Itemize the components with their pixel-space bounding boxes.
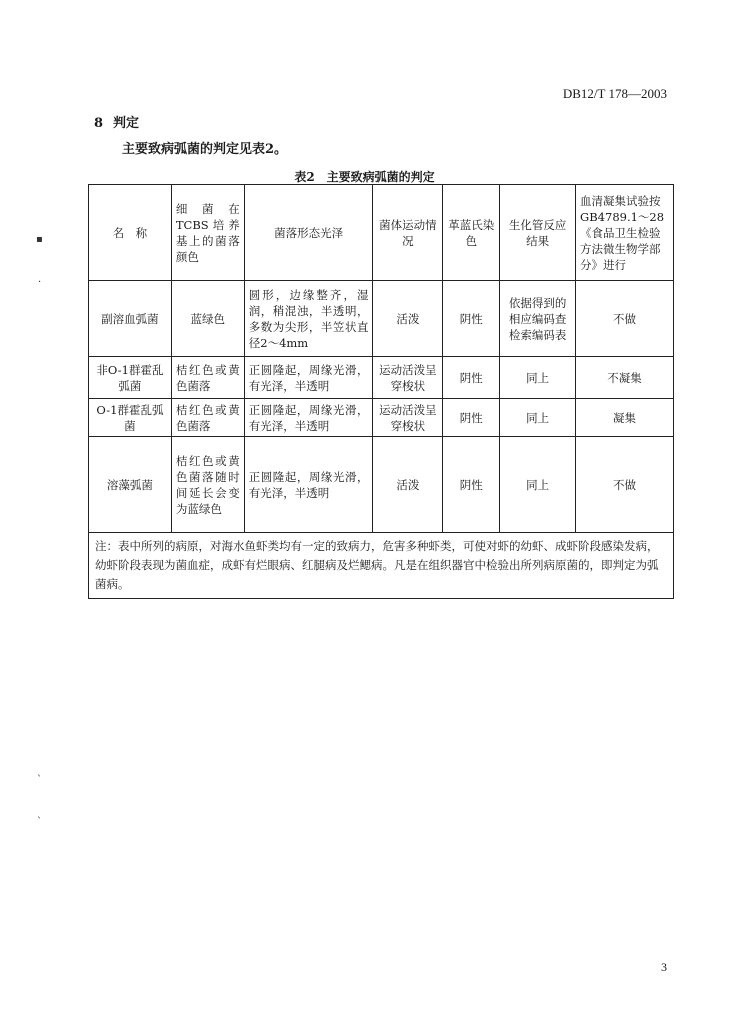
header-biochemical: 生化管反应结果 xyxy=(500,185,576,281)
cell-gram-stain: 阴性 xyxy=(443,437,500,533)
header-serum-agglutination: 血清凝集试验按GB4789.1～28《食品卫生检验方法微生物学部分》进行 xyxy=(576,185,674,281)
header-colony-color: 细菌在TCBS培养基上的菌落颜色 xyxy=(171,185,244,281)
cell-motility: 运动活泼呈穿梭状 xyxy=(373,357,443,399)
cell-serum-agglutination: 不做 xyxy=(576,281,674,357)
cell-gram-stain: 阴性 xyxy=(443,399,500,437)
cell-biochemical: 同上 xyxy=(500,399,576,437)
table-row xyxy=(89,357,674,399)
cell-name: 溶藻弧菌 xyxy=(89,437,172,533)
table-header-row xyxy=(89,185,674,281)
section-title: 判定 xyxy=(113,116,140,131)
page-number: 3 xyxy=(661,960,667,974)
table-note: 注：表中所列的病原，对海水鱼虾类均有一定的致病力，危害多种虾类，可使对虾的幼虾、成虾阶段感染发病，幼虾阶段表现为菌血症，成虾有烂眼病、红腿病及烂鳃病。凡是在组织器官中检验出所列病原菌的，即判定为弧菌病。 xyxy=(89,533,674,599)
header-colony-morphology: 菌落形态光泽 xyxy=(244,185,373,281)
cell-gram-stain: 阴性 xyxy=(443,281,500,357)
table-row xyxy=(89,281,674,357)
cell-motility: 活泼 xyxy=(373,437,443,533)
document-code: DB12/T 178—2003 xyxy=(562,86,667,101)
cell-colony-color: 桔红色或黄色菌落 xyxy=(171,357,244,399)
scan-mark: ▪ xyxy=(36,234,43,245)
cell-biochemical: 依据得到的相应编码查检索编码表 xyxy=(500,281,576,357)
section-number: 8 xyxy=(94,116,104,131)
cell-colony-color: 蓝绿色 xyxy=(171,281,244,357)
cell-biochemical: 同上 xyxy=(500,357,576,399)
intro-text: 主要致病弧菌的判定见表2。 xyxy=(122,142,288,157)
cell-serum-agglutination: 凝集 xyxy=(576,399,674,437)
cell-name: 副溶血弧菌 xyxy=(89,281,172,357)
header-motility: 菌体运动情况 xyxy=(373,185,443,281)
table-caption: 表2 主要致病弧菌的判定 xyxy=(294,170,435,184)
cell-gram-stain: 阴性 xyxy=(443,357,500,399)
table-row xyxy=(89,437,674,533)
section-heading xyxy=(94,112,139,131)
cell-motility: 运动活泼呈穿梭状 xyxy=(373,399,443,437)
cell-colony-morphology: 正圆隆起，周缘光滑，有光泽，半透明 xyxy=(244,399,373,437)
cell-colony-color: 桔红色或黄色菌落随时间延长会变为蓝绿色 xyxy=(171,437,244,533)
cell-motility: 活泼 xyxy=(373,281,443,357)
table-note-row xyxy=(89,533,674,599)
cell-name: 非O-1群霍乱弧菌 xyxy=(89,357,172,399)
cell-biochemical: 同上 xyxy=(500,437,576,533)
table-row xyxy=(89,399,674,437)
header-name: 名 称 xyxy=(89,185,172,281)
cell-colony-morphology: 正圆隆起，周缘光滑，有光泽，半透明 xyxy=(244,437,373,533)
vibrio-judgment-table xyxy=(88,184,674,599)
scan-mark: ˋ xyxy=(37,775,42,786)
cell-colony-morphology: 正圆隆起，周缘光滑，有光泽，半透明 xyxy=(244,357,373,399)
cell-colony-color: 桔红色或黄色菌落 xyxy=(171,399,244,437)
scan-mark: ˋ xyxy=(37,817,42,828)
cell-serum-agglutination: 不凝集 xyxy=(576,357,674,399)
cell-colony-morphology: 圆形，边缘整齐，湿润，稍混浊，半透明，多数为尖形，半笠状直径2～4mm xyxy=(244,281,373,357)
header-gram-stain: 革蓝氏染色 xyxy=(443,185,500,281)
cell-name: O-1群霍乱弧菌 xyxy=(89,399,172,437)
scan-mark: · xyxy=(38,277,42,288)
cell-serum-agglutination: 不做 xyxy=(576,437,674,533)
